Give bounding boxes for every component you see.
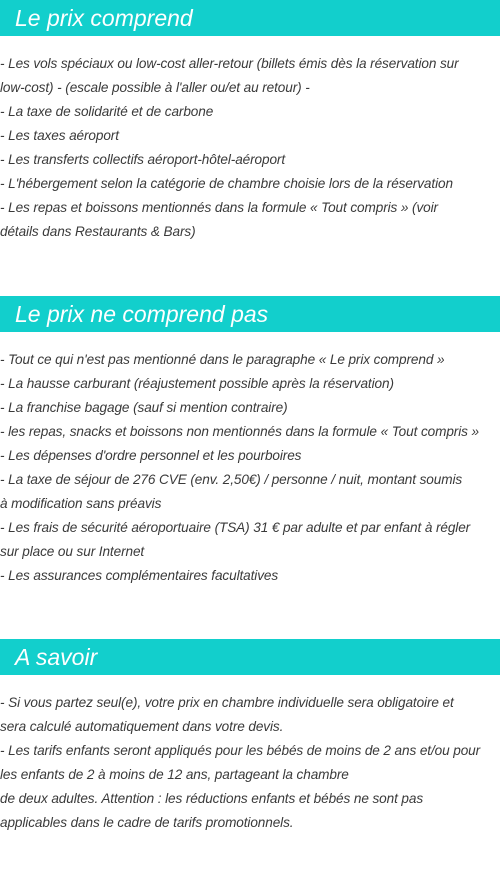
text-line: - Les assurances complémentaires facultatives: [0, 568, 279, 583]
text-line: - Les tarifs enfants seront appliqués pour les bébés de moins de 2 ans et/ou pour: [0, 743, 481, 758]
text-line: - Tout ce qui n'est pas mentionné dans le paragraphe « Le prix comprend »: [0, 352, 445, 367]
text-line: applicables dans le cadre de tarifs promotionnels.: [0, 815, 294, 830]
text-line: - La taxe de solidarité et de carbone: [0, 104, 214, 119]
text-line: détails dans Restaurants & Bars): [0, 224, 196, 239]
text-line: - Les vols spéciaux ou low-cost aller-retour (billets émis dès la réservation sur: [0, 56, 459, 71]
text-line: - La franchise bagage (sauf si mention contraire): [0, 400, 288, 415]
text-line: - Les frais de sécurité aéroportuaire (TSA) 31 € par adulte et par enfant à régler: [0, 520, 471, 535]
section-title: Le prix comprend: [0, 0, 500, 36]
text-line: - Les dépenses d'ordre personnel et les pourboires: [0, 448, 302, 463]
section-text: [0, 52, 500, 244]
text-line: low-cost) - (escale possible à l'aller ou/et au retour) -: [0, 80, 310, 95]
section-good-to-know: [0, 639, 500, 835]
text-line: - L'hébergement selon la catégorie de chambre choisie lors de la réservation: [0, 176, 453, 191]
text-line: les enfants de 2 à moins de 12 ans, partageant la chambre: [0, 767, 349, 782]
text-line: de deux adultes. Attention : les réductions enfants et bébés ne sont pas: [0, 791, 424, 806]
text-line: - La hausse carburant (réajustement possible après la réservation): [0, 376, 394, 391]
text-line: - les repas, snacks et boissons non mentionnés dans la formule « Tout compris »: [0, 424, 479, 439]
text-line: - Les transferts collectifs aéroport-hôtel-aéroport: [0, 152, 286, 167]
section-text: [0, 691, 500, 835]
section-price-excludes: [0, 296, 500, 588]
text-line: - La taxe de séjour de 276 CVE (env. 2,50€) / personne / nuit, montant soumis: [0, 472, 463, 487]
section-text: [0, 348, 500, 588]
section-title: A savoir: [0, 639, 500, 675]
text-line: - Les taxes aéroport: [0, 128, 119, 143]
text-line: - Les repas et boissons mentionnés dans la formule « Tout compris » (voir: [0, 200, 438, 215]
section-title: Le prix ne comprend pas: [0, 296, 500, 332]
text-line: à modification sans préavis: [0, 496, 162, 511]
text-line: - Si vous partez seul(e), votre prix en chambre individuelle sera obligatoire et: [0, 695, 454, 710]
section-price-includes: [0, 0, 500, 244]
text-line: sera calculé automatiquement dans votre devis.: [0, 719, 284, 734]
text-line: sur place ou sur Internet: [0, 544, 145, 559]
